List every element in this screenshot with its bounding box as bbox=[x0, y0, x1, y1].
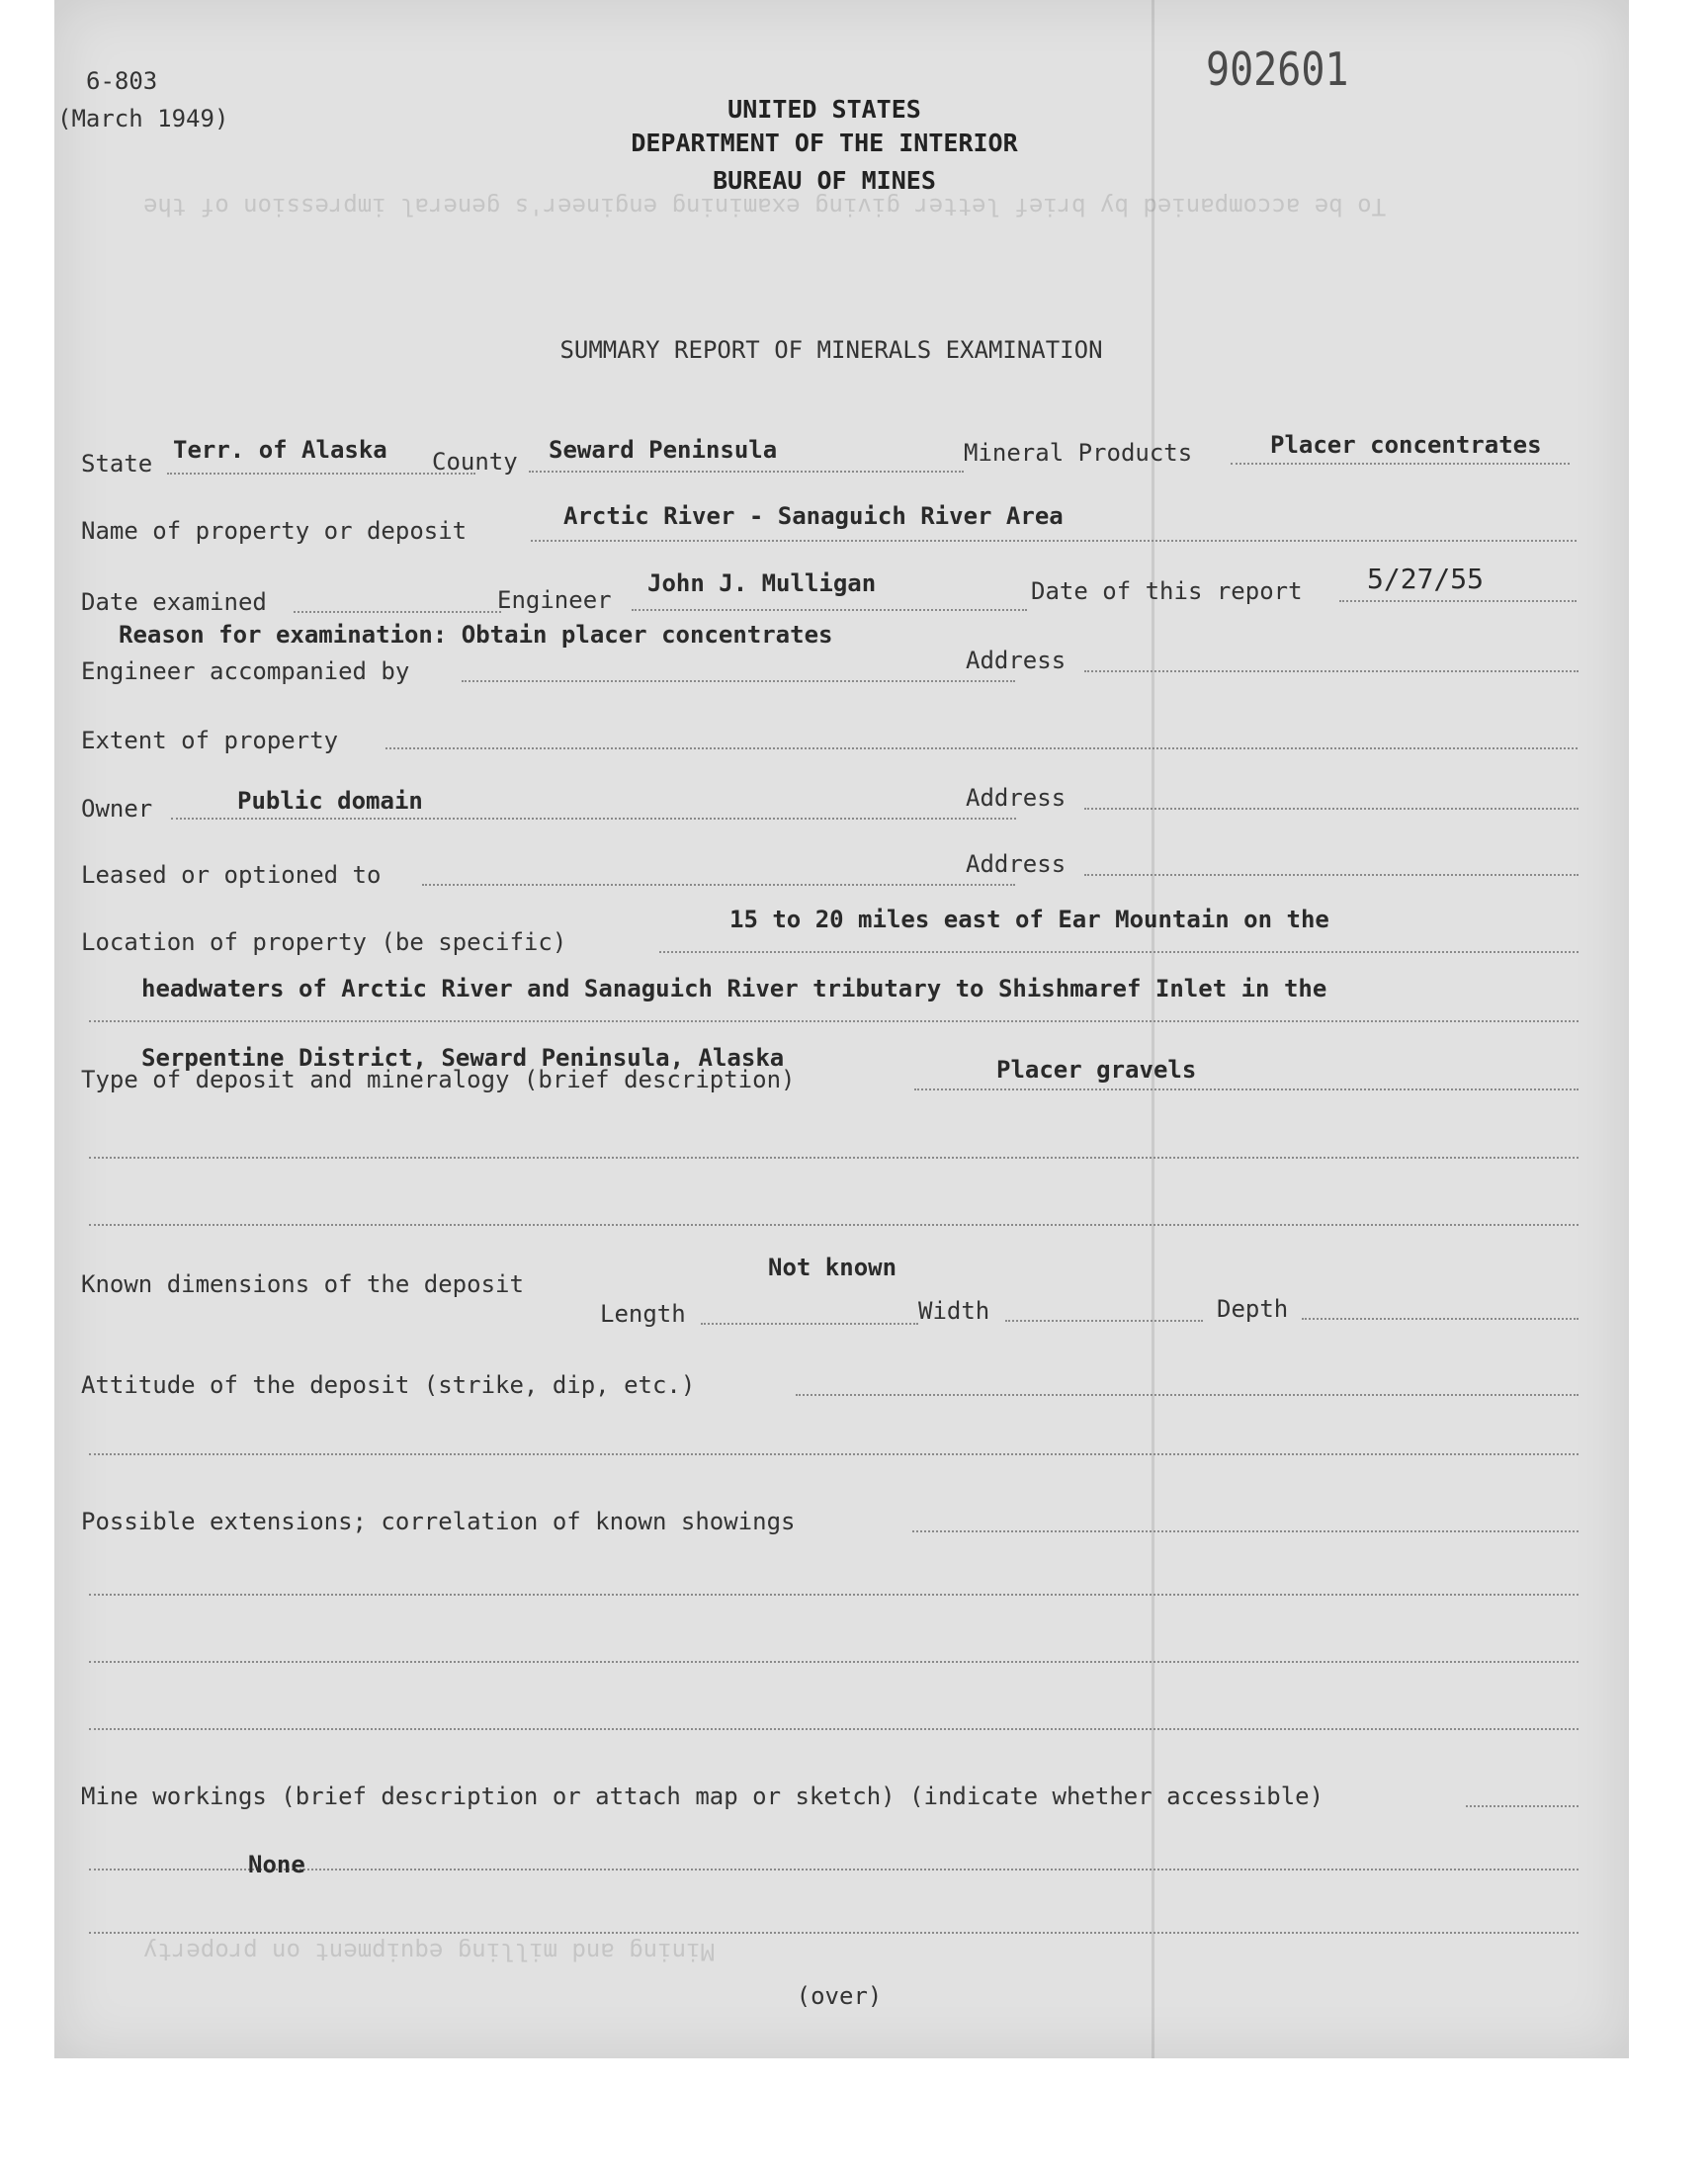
form-sheet bbox=[54, 0, 1629, 2058]
attitude-label: Attitude of the deposit (strike, dip, etc.) bbox=[81, 1371, 696, 1399]
extent-label: Extent of property bbox=[81, 727, 339, 754]
leased-address-label: Address bbox=[966, 850, 1067, 878]
mine-workings-value: None bbox=[248, 1851, 305, 1878]
reason-value: Reason for examination: Obtain placer concentrates bbox=[119, 621, 833, 649]
form-edition: (March 1949) bbox=[57, 105, 229, 132]
header-line-3: BUREAU OF MINES bbox=[713, 166, 936, 195]
extensions-label: Possible extensions; correlation of known showings bbox=[81, 1508, 796, 1535]
location-label: Location of property (be specific) bbox=[81, 928, 567, 956]
property-name-label: Name of property or deposit bbox=[81, 517, 468, 545]
depth-label: Depth bbox=[1217, 1295, 1289, 1323]
leased-label: Leased or optioned to bbox=[81, 861, 382, 889]
dimensions-value: Not known bbox=[768, 1254, 897, 1281]
location-value-line2: headwaters of Arctic River and Sanaguich River tributary to Shishmaref Inlet in the bbox=[141, 975, 1327, 1002]
mine-workings-label: Mine workings (brief description or attach map or sketch) (indicate whether accessible) bbox=[81, 1783, 1324, 1810]
state-value: Terr. of Alaska bbox=[173, 436, 387, 464]
accompanied-label: Engineer accompanied by bbox=[81, 657, 410, 685]
county-value: Seward Peninsula bbox=[549, 436, 778, 464]
property-name-value: Arctic River - Sanaguich River Area bbox=[563, 502, 1064, 530]
engineer-label: Engineer bbox=[497, 586, 612, 614]
county-label: County bbox=[432, 448, 518, 476]
stamp-number: 902601 bbox=[1206, 44, 1349, 97]
owner-label: Owner bbox=[81, 795, 153, 823]
owner-address-label: Address bbox=[966, 784, 1067, 812]
over-label: (over) bbox=[796, 1982, 883, 2010]
dimensions-label: Known dimensions of the deposit bbox=[81, 1270, 524, 1298]
length-label: Length bbox=[600, 1300, 686, 1328]
paper-fold bbox=[1152, 0, 1154, 2058]
owner-value: Public domain bbox=[237, 787, 423, 815]
mineral-products-value: Placer concentrates bbox=[1270, 431, 1542, 459]
date-examined-label: Date examined bbox=[81, 588, 267, 616]
bleed-through: To be accompanied by brief letter giving examining engineer's general impression of the bbox=[143, 193, 1387, 220]
bleed-through: Mining and milling equipment on property bbox=[143, 1938, 715, 1965]
report-date-label: Date of this report bbox=[1031, 577, 1303, 605]
page-title: SUMMARY REPORT OF MINERALS EXAMINATION bbox=[559, 336, 1103, 364]
location-value-line3: Serpentine District, Seward Peninsula, Alaska bbox=[141, 1044, 785, 1072]
report-date-value: 5/27/55 bbox=[1367, 563, 1485, 595]
accompanied-address-label: Address bbox=[966, 647, 1067, 674]
location-value-line1: 15 to 20 miles east of Ear Mountain on the bbox=[729, 906, 1329, 933]
header-line-1: UNITED STATES bbox=[727, 95, 921, 124]
deposit-type-label: Type of deposit and mineralogy (brief description) bbox=[81, 1066, 796, 1093]
state-label: State bbox=[81, 450, 153, 478]
header-line-2: DEPARTMENT OF THE INTERIOR bbox=[631, 129, 1018, 157]
deposit-type-value: Placer gravels bbox=[996, 1056, 1197, 1084]
width-label: Width bbox=[918, 1297, 990, 1325]
mineral-products-label: Mineral Products bbox=[964, 439, 1193, 467]
engineer-value: John J. Mulligan bbox=[647, 569, 877, 597]
form-number: 6-803 bbox=[86, 67, 158, 95]
